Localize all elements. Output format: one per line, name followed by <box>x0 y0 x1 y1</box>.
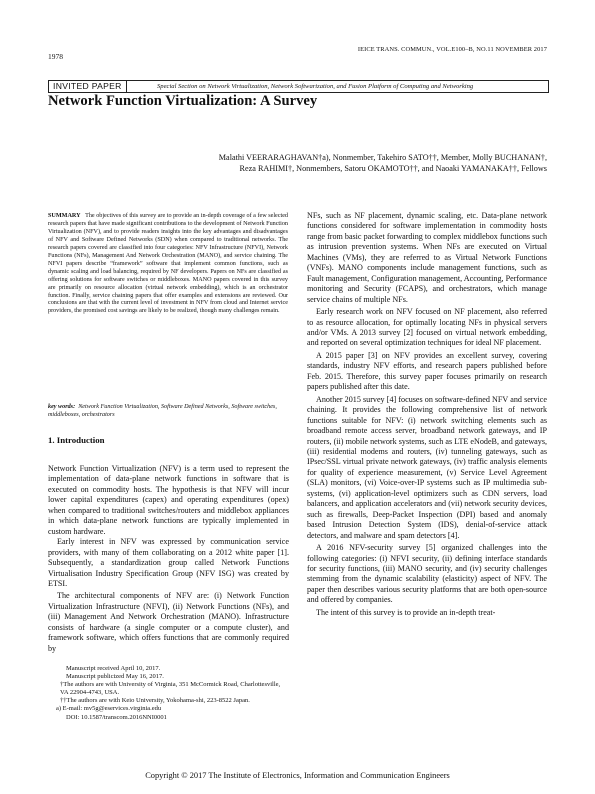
footnotes <box>48 665 289 722</box>
footnote-email: a) E-mail: mv5g@eservices.virginia.edu <box>56 705 162 713</box>
footnote: †The authors are with University of Virginia, 351 McCormick Road, Charlottesville, VA 22904-4743, USA. <box>60 681 281 697</box>
page-number: 1978 <box>48 52 63 61</box>
paragraph: Early interest in NFV was expressed by communication service providers, with many of them collaborating on a 2012 white paper [1]. Subsequently, a standardization group called Network Functions Virtualisation Industry Specification Group (NFV ISG) was created by ETSI. <box>48 537 289 588</box>
footnote-doi: DOI: 10.1587/transcom.2016NNI0001 <box>66 713 167 721</box>
right-column-body <box>307 211 547 618</box>
paragraph: The architectural components of NFV are: (i) Network Function Virtualization Infrastructure (NFVI), (ii) Network Functions (NFs), and (iii) Management And Network Orchestration (MANO). Infrastructure consists of hardware (a single computer or a compute cluster), and framework software, which offers functions that are commonly required by <box>48 591 289 653</box>
author-line-2: Reza RAHIMI†, Nonmembers, Satoru OKAMOTO††, and Naoaki YAMANAKA††, Fellows <box>239 164 547 173</box>
invited-paper-label: INVITED PAPER <box>49 81 127 92</box>
invited-paper-banner <box>48 80 549 93</box>
abstract-label: SUMMARY <box>48 213 81 219</box>
paragraph: Another 2015 survey [4] focuses on software-defined NFV and service chaining. It provides the following comprehensive list of network functions suitable for NFV: (i) network switching elements such as broadband remote access server, broadband network gateways, and IP routers, (ii) mobile network systems, such as LTE eNodeB, and gateways, (iii) residential modems and routers, (iv) tunneling gateways, such as IPsec/SSL virtual private network gateways, (iv) traffic analysis elements for quality of experience measurement, (v) Service Level Agreement (SLA) monitors, (vi) Voice-over-IP systems such as IP multimedia sub-systems, (vi) application-level optimizers such as CDN servers, load balancers, and application accelerators and (vii) network security devices, such as firewalls, Deep-Packet Inspection (DPI) based and anomaly based Intrusion Detection System (IDS), denial-of-service attack detectors, and malware and spam detectors [4]. <box>307 394 547 540</box>
paper-title: Network Function Virtualization: A Survey <box>48 93 318 109</box>
journal-header: IEICE TRANS. COMMUN., VOL.E100–B, NO.11 NOVEMBER 2017 <box>357 46 547 53</box>
footnote: Manuscript publicized May 16, 2017. <box>66 673 164 681</box>
paragraph: A 2015 paper [3] on NFV provides an excellent survey, covering standards, industry NFV efforts, and research papers published before Feb. 2015. Therefore, this survey paper focuses primarily on research papers published after this date. <box>307 350 547 392</box>
abstract <box>48 213 288 316</box>
special-section-title: Special Section on Network Virtualization, Network Softwarization, and Fusion Platform of Computing and Networking <box>157 83 474 90</box>
left-column-body <box>48 464 289 654</box>
author-line-1: Malathi VEERARAGHAVAN†a), Nonmember, Takehiro SATO††, Member, Molly BUCHANAN†, <box>218 153 547 162</box>
footnote: Manuscript received April 10, 2017. <box>66 665 161 672</box>
keywords <box>48 404 288 420</box>
copyright-notice: Copyright © 2017 The Institute of Electronics, Information and Communication Engineers <box>145 771 450 780</box>
paragraph: The intent of this survey is to provide an in-depth treat- <box>316 607 496 617</box>
section-heading: 1. Introduction <box>48 435 105 445</box>
abstract-text: The objectives of this survey are to provide an in-depth coverage of a few selected research papers that have made significant contributions to the development of Network Function Virtualization (NFV), and to provide readers insights into the key advantages and disadvantages of NFV and Software Defined Networks (SDN) when compared to traditional networks. The research papers covered are classified into four categories: NFV Infrastructure (NFVI), Network Functions (NFs), Management And Network Orchestration (MANO), and service chaining. The NFVI papers describe “framework” software that implement common functions, such as dynamic scaling and load balancing, required by NF developers. Papers on NFs are classified as offering solutions for software switches or middleboxes. MANO papers covered in this survey are primarily on resource allocation (virtual network embedding), which is an orchestrator function. Finally, service chaining papers that offer examples and extensions are reviewed. Our conclusions are that with the current level of investment in NFV from cloud and Internet service providers, the promised cost savings are likely to be realized, though many challenges remain. <box>48 213 289 315</box>
paragraph: Early research work on NFV focused on NF placement, also referred to as resource allocation, for optimally locating NFs in physical servers and/or VMs. A 2013 survey [2] focused on virtual network embedding, and reported on several optimization techniques for ideal NF placement. <box>307 307 547 348</box>
paragraph: NFs, such as NF placement, dynamic scaling, etc. Data-plane network functions considered for software implementation in commodity hosts range from basic packet forwarding to complex middlebox functions such as intrusion prevention systems. When NFs are executed on Virtual Machines (VMs), they are referred to as Virtual Network Functions (VNFs). MANO components include management functions, such as Fault management, Configuration management, Accounting, Performance monitoring and Security (FCAPS), and orchestrators, which manage service chains of multiple NFs. <box>307 211 547 304</box>
keywords-text: Network Function Virtualization, Software Defined Networks, Software switches, middleboxes, orchestrators <box>48 404 277 418</box>
footnote: ††The authors are with Keio University, Yokohama-shi, 223-8522 Japan. <box>60 697 250 705</box>
paragraph: A 2016 NFV-security survey [5] organized challenges into the following categories: (i) NFVI security, (ii) defining interface standards for security functions, (iii) MANO security, and (iv) security challenges stemming from the dynamic scalability (elasticity) aspect of NFV. The paper then describes various security platforms that are both open-source and offered by companies. <box>307 543 547 605</box>
paragraph: Network Function Virtualization (NFV) is a term used to represent the implementation of data-plane network functions in software that is executed on commodity hosts. The hypothesis is that NFV will incur lower capital expenditures (capex) and operating expenditures (opex) when compared to traditional switches/routers and middlebox appliances in which data-plane network functions are typically implemented in custom hardware. <box>48 464 289 536</box>
keywords-label: key words: <box>48 404 76 410</box>
